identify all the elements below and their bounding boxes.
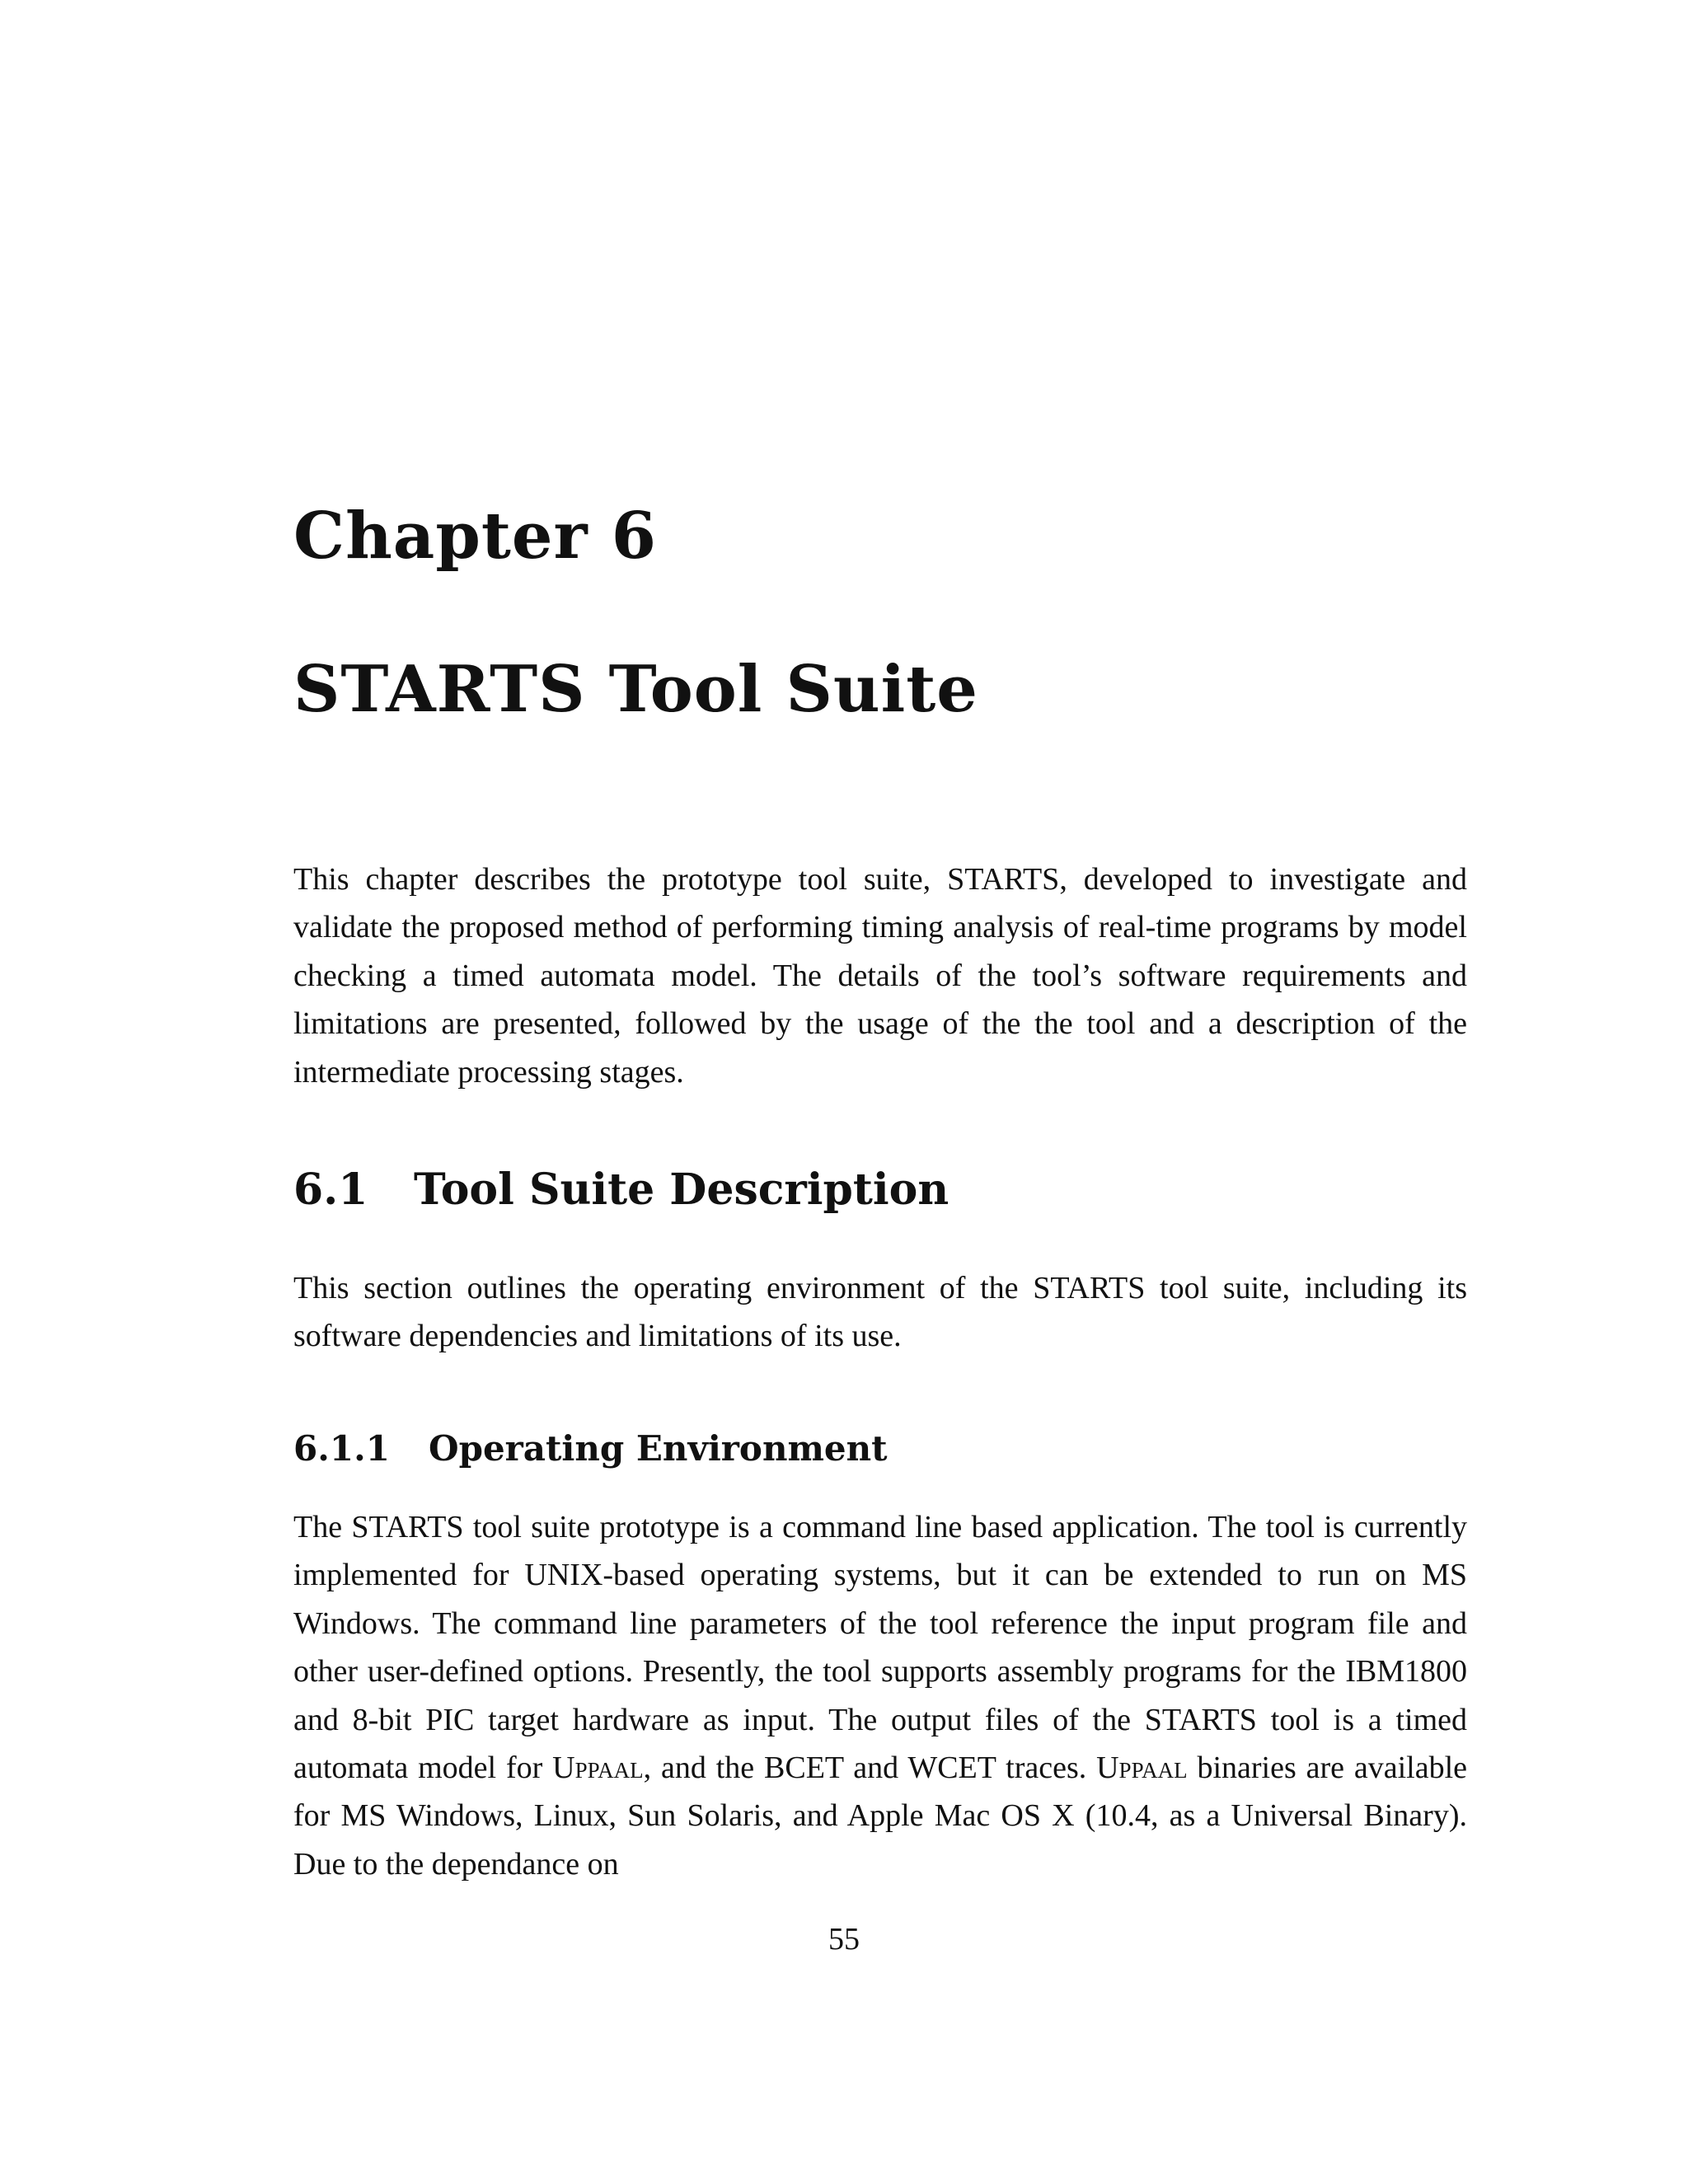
chapter-title: STARTS Tool Suite — [293, 652, 978, 727]
chapter-intro-paragraph: This chapter describes the prototype tool suite, STARTS, developed to investigate and validate the proposed method of performing timing analysis of real-time programs by model checking a timed automata model. The details of the tool’s software requirements and limitations are presented, followed by the usage of the the tool and a description of the intermediate processing stages. — [293, 862, 1467, 1090]
subsection-paragraph — [293, 1503, 1467, 1888]
subsection-heading — [293, 1428, 888, 1469]
subsection-text-part-1: The STARTS tool suite prototype is a command line based application. The tool is currently implemented for UNIX-based operating systems, but it can be extended to run on MS Windows. The command line parameters of the tool reference the input program file and other user-defined options. Presently, the tool supports assembly programs for the IBM1800 and 8-bit PIC target hardware as input. The output files of the STARTS tool is a timed automata model for — [293, 1510, 1467, 1786]
page-number: 55 — [828, 1922, 860, 1957]
chapter-label: Chapter 6 — [293, 499, 658, 574]
uppaal-name: Uppaal — [1096, 1750, 1188, 1786]
subsection-text-part-2: , and the BCET and WCET traces. — [643, 1750, 1097, 1786]
subsection-number: 6.1.1 — [293, 1428, 390, 1469]
section-heading — [293, 1165, 950, 1215]
subsection-body-block — [293, 1503, 1467, 1888]
chapter-intro-block — [293, 855, 1467, 1096]
section-title: Tool Suite Description — [414, 1165, 950, 1215]
section-paragraph: This section outlines the operating environment of the STARTS tool suite, including its software dependencies and limitations of its use. — [293, 1271, 1467, 1354]
uppaal-name: Uppaal — [552, 1750, 644, 1786]
section-number: 6.1 — [293, 1165, 368, 1215]
subsection-title: Operating Environment — [429, 1428, 888, 1469]
subsection-text-part-3: binaries are available for MS Windows, Linux, Sun Solaris, and Apple Mac OS X (10.4, as a Universal Binary). Due to the dependance on — [293, 1750, 1467, 1882]
section-body-block — [293, 1264, 1467, 1361]
